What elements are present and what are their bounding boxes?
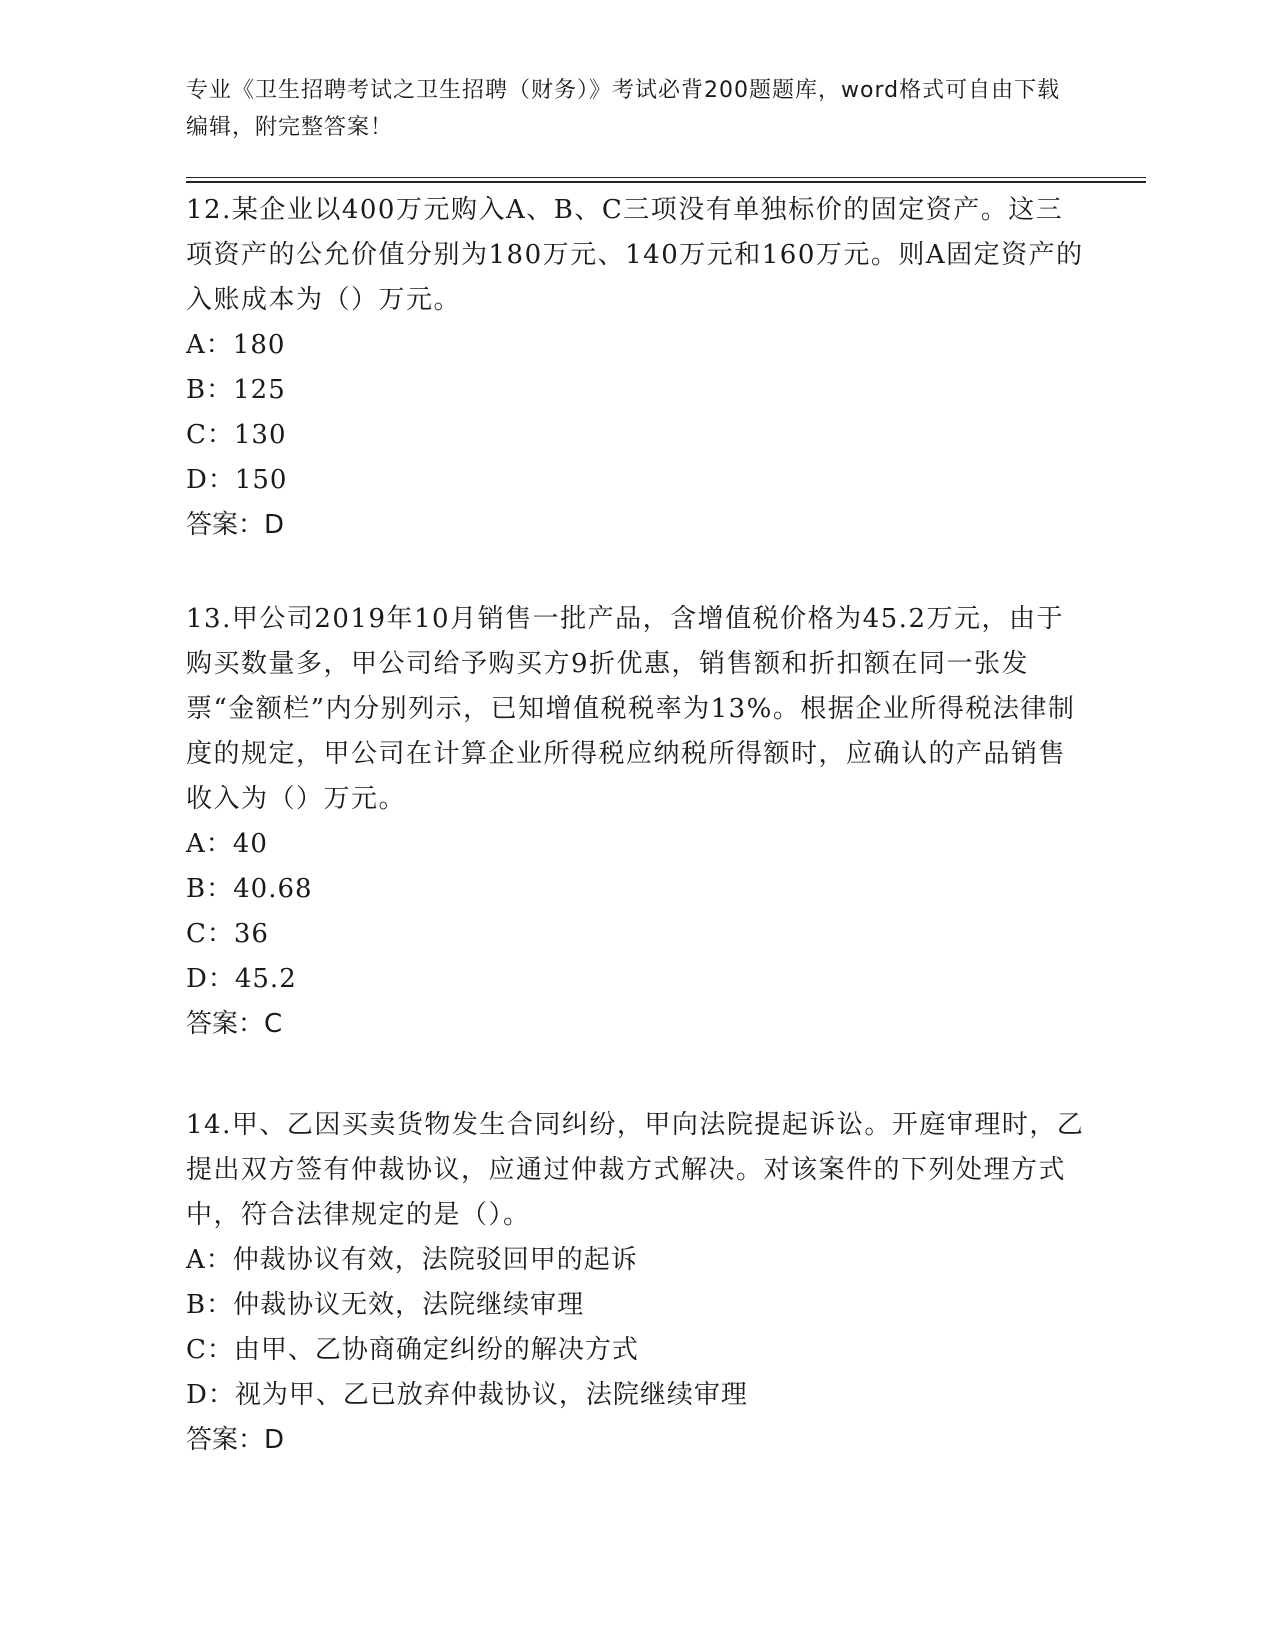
answer: 答案：D <box>186 1425 285 1455</box>
header-rule-thin <box>186 177 1146 178</box>
question-stem: 12.某企业以400万元购入A、B、C三项没有单独标价的固定资产。这三项资产的公允价值分别为180万元、140万元和160万元。则A固定资产的入账成本为（）万元。 <box>186 195 1084 315</box>
document-header: 专业《卫生招聘考试之卫生招聘（财务）》考试必背200题题库，word格式可自由下载编辑，附完整答案！ <box>186 78 1061 140</box>
option-d: D：150 <box>186 465 288 495</box>
option-c: C：由甲、乙协商确定纠纷的解决方式 <box>186 1335 639 1365</box>
option-d: D：45.2 <box>186 964 297 994</box>
question-14 <box>186 1103 1086 1463</box>
question-13 <box>186 597 1086 1047</box>
question-stem: 13.甲公司2019年10月销售一批产品，含增值税价格为45.2万元，由于购买数量多，甲公司给予购买方9折优惠，销售额和折扣额在同一张发票“金额栏”内分别列示，已知增值税税率为13%。根据企业所得税法律制度的规定，甲公司在计算企业所得税应纳税所得额时，应确认的产品销售收入为（）万元。 <box>186 604 1076 814</box>
question-12 <box>186 188 1086 548</box>
option-b: B：40.68 <box>186 874 313 904</box>
option-c: C：130 <box>186 420 287 450</box>
question-stem: 14.甲、乙因买卖货物发生合同纠纷，甲向法院提起诉讼。开庭审理时，乙提出双方签有仲裁协议，应通过仲裁方式解决。对该案件的下列处理方式中，符合法律规定的是（）。 <box>186 1110 1085 1230</box>
option-c: C：36 <box>186 919 269 949</box>
option-a: A：180 <box>186 330 286 360</box>
option-d: D：视为甲、乙已放弃仲裁协议，法院继续审理 <box>186 1380 748 1410</box>
answer: 答案：C <box>186 1009 283 1039</box>
header-rule-thick <box>186 181 1146 183</box>
option-a: A：仲裁协议有效，法院驳回甲的起诉 <box>186 1245 638 1275</box>
option-b: B：仲裁协议无效，法院继续审理 <box>186 1290 585 1320</box>
answer: 答案：D <box>186 510 285 540</box>
option-b: B：125 <box>186 375 286 405</box>
option-a: A：40 <box>186 829 268 859</box>
